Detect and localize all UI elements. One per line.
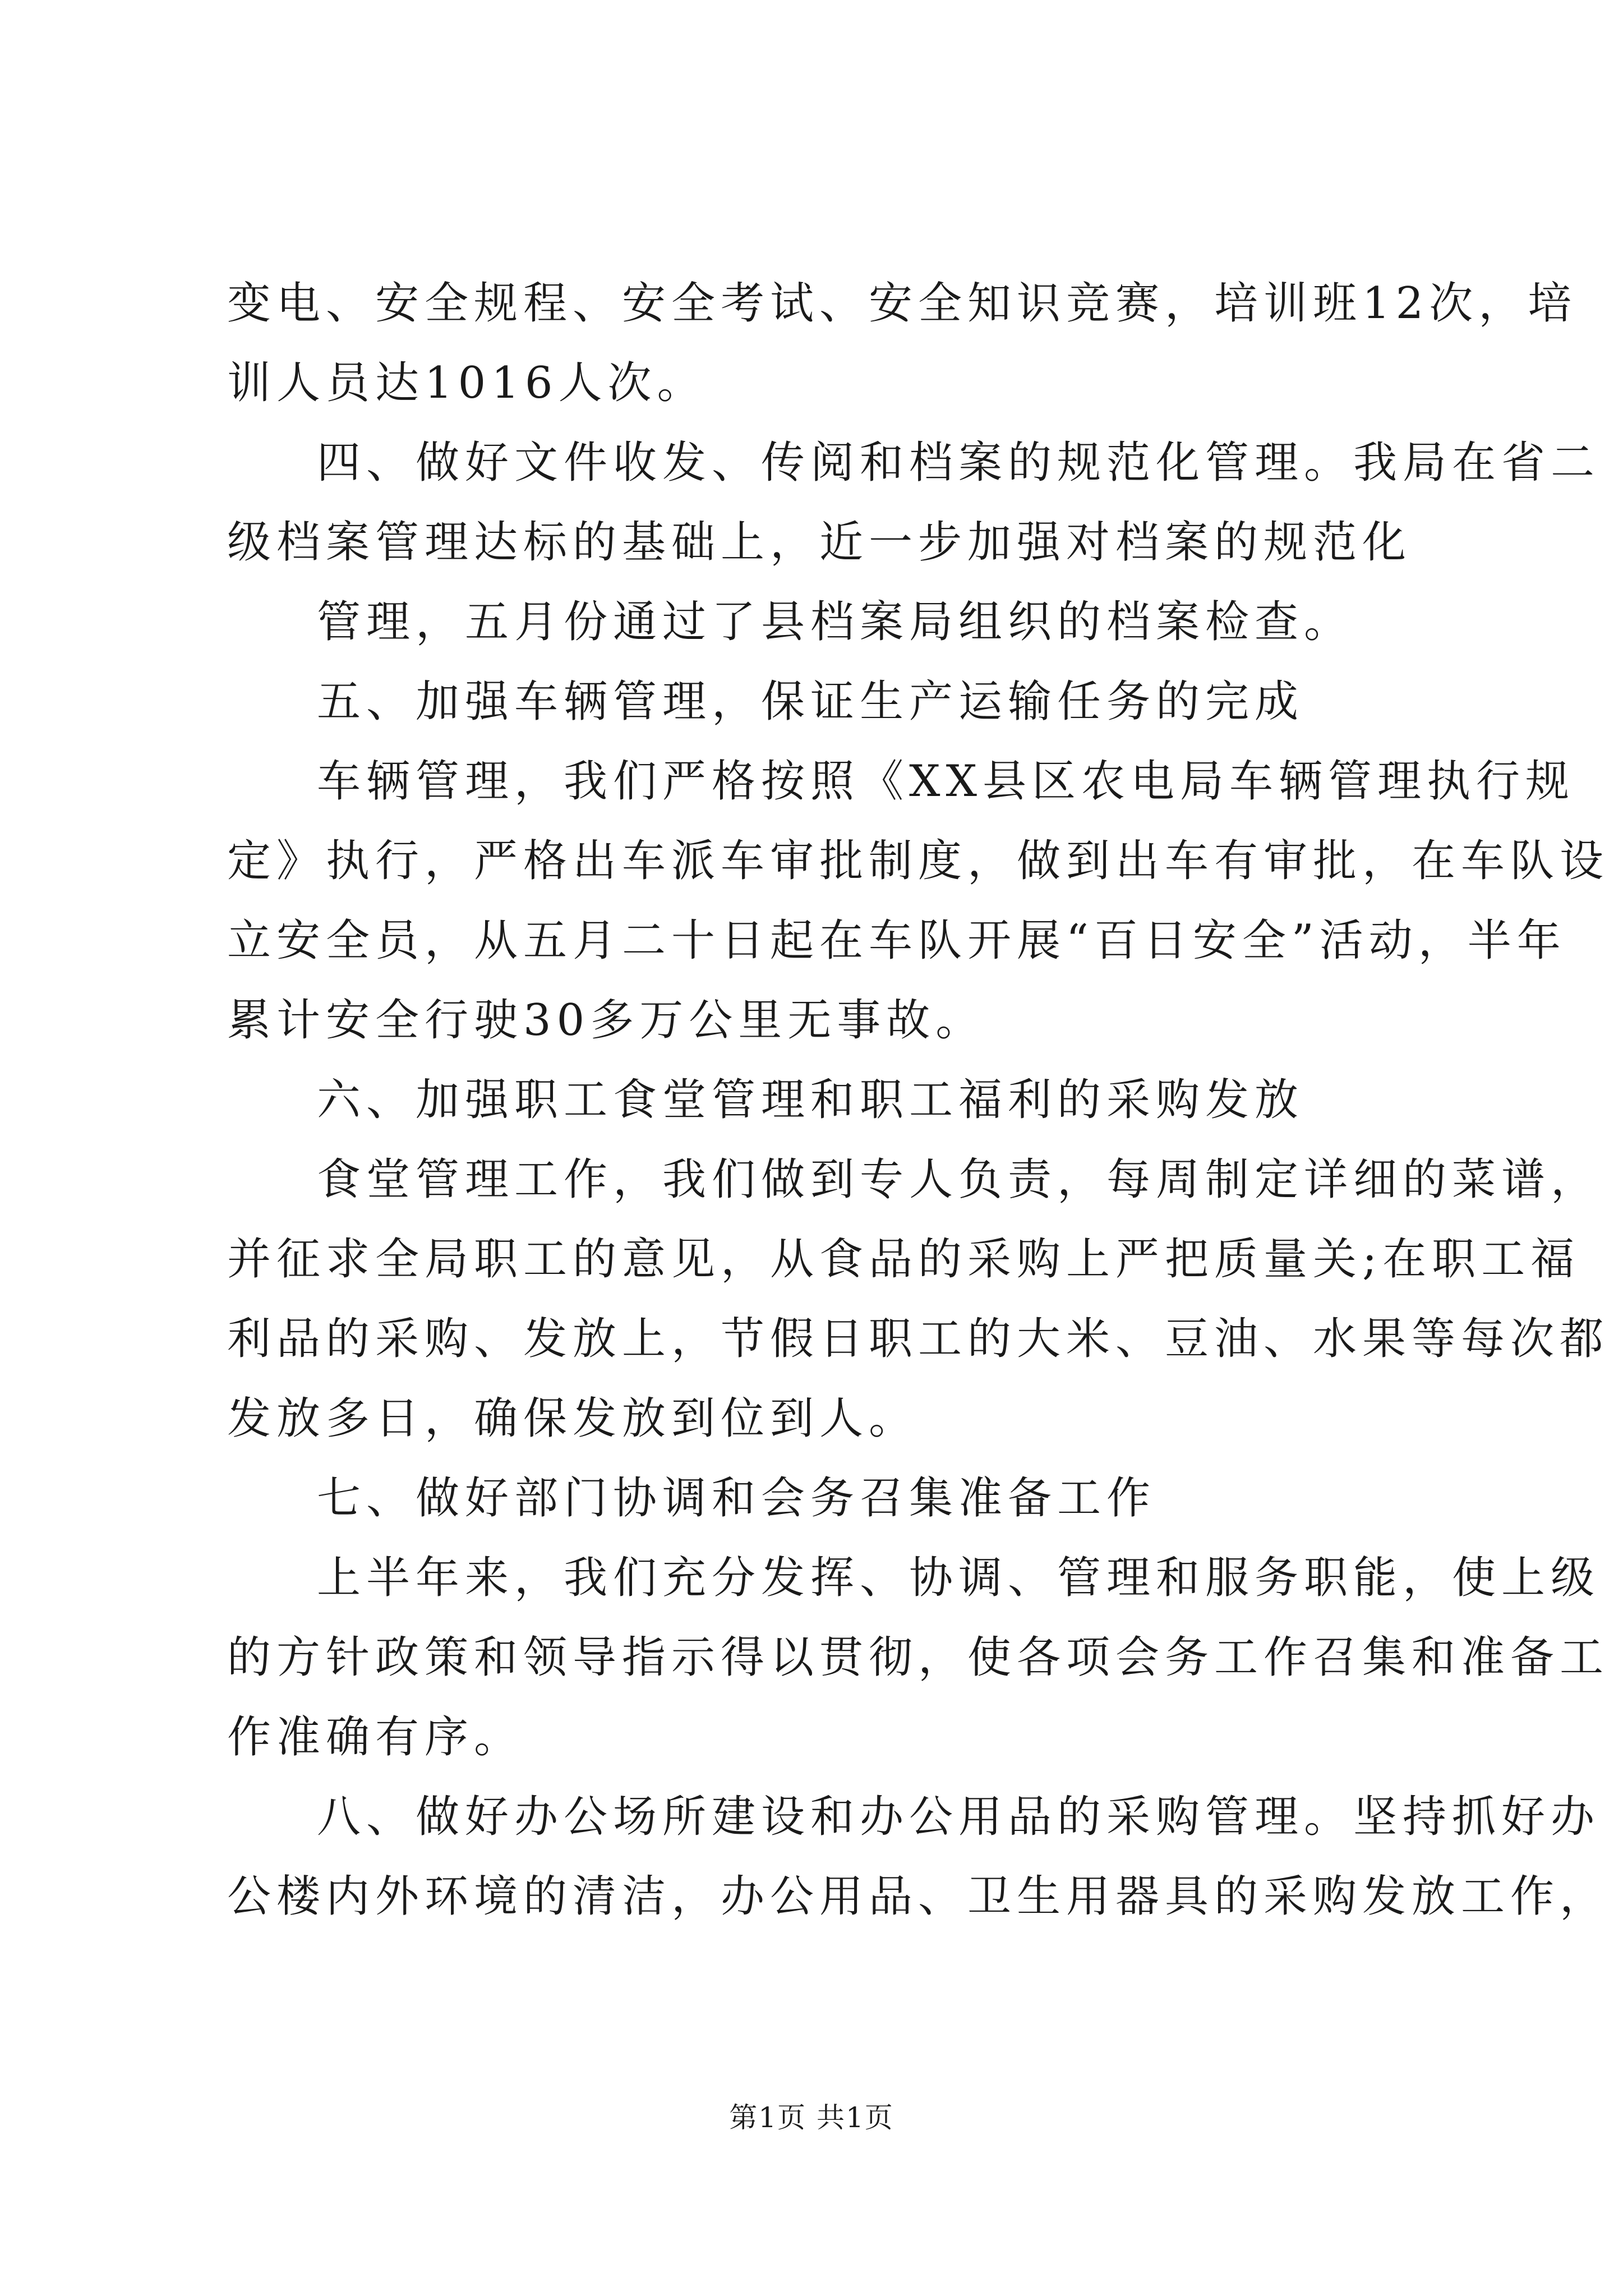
body-line: 利品的采购、发放上，节假日职工的大米、豆油、水果等每次都 [227, 1314, 1610, 1364]
body-line: 变电、安全规程、安全考试、安全知识竞赛，培训班12次，培 [227, 278, 1578, 329]
body-line: 级档案管理达标的基础上，近一步加强对档案的规范化 [227, 517, 1412, 568]
body-line: 车辆管理，我们严格按照《XX县区农电局车辆管理执行规 [317, 756, 1575, 807]
body-line: 八、做好办公场所建设和办公用品的采购管理。坚持抓好办 [317, 1792, 1601, 1842]
body-line: 管理，五月份通过了县档案局组织的档案检查。 [317, 597, 1354, 647]
body-line: 定》执行，严格出车派车审批制度，做到出车有审批，在车队设 [227, 836, 1610, 886]
body-line: 训人员达1016人次。 [227, 358, 707, 408]
body-line: 累计安全行驶30多万公里无事故。 [227, 995, 985, 1046]
section-heading: 六、加强职工食堂管理和职工福利的采购发放 [317, 1075, 1304, 1125]
body-line: 作准确有序。 [227, 1712, 524, 1763]
body-line: 立安全员，从五月二十日起在车队开展“百日安全”活动，半年 [227, 915, 1566, 966]
body-line: 的方针政策和领导指示得以贯彻，使各项会务工作召集和准备工 [227, 1632, 1610, 1683]
section-heading: 五、加强车辆管理，保证生产运输任务的完成 [317, 677, 1304, 727]
body-line: 食堂管理工作，我们做到专人负责，每周制定详细的菜谱， [317, 1154, 1601, 1205]
body-line: 并征求全局职工的意见，从食品的采购上严把质量关;在职工福 [227, 1234, 1580, 1285]
body-line: 上半年来，我们充分发挥、协调、管理和服务职能，使上级 [317, 1553, 1601, 1603]
section-heading: 七、做好部门协调和会务召集准备工作 [317, 1473, 1156, 1524]
body-line: 发放多日，确保发放到位到人。 [227, 1393, 919, 1444]
page-footer: 第1页 共1页 [729, 2101, 894, 2134]
body-line: 公楼内外环境的清洁，办公用品、卫生用器具的采购发放工作， [227, 1871, 1610, 1922]
body-line: 四、做好文件收发、传阅和档案的规范化管理。我局在省二 [317, 438, 1601, 488]
document-body [227, 264, 1610, 1936]
